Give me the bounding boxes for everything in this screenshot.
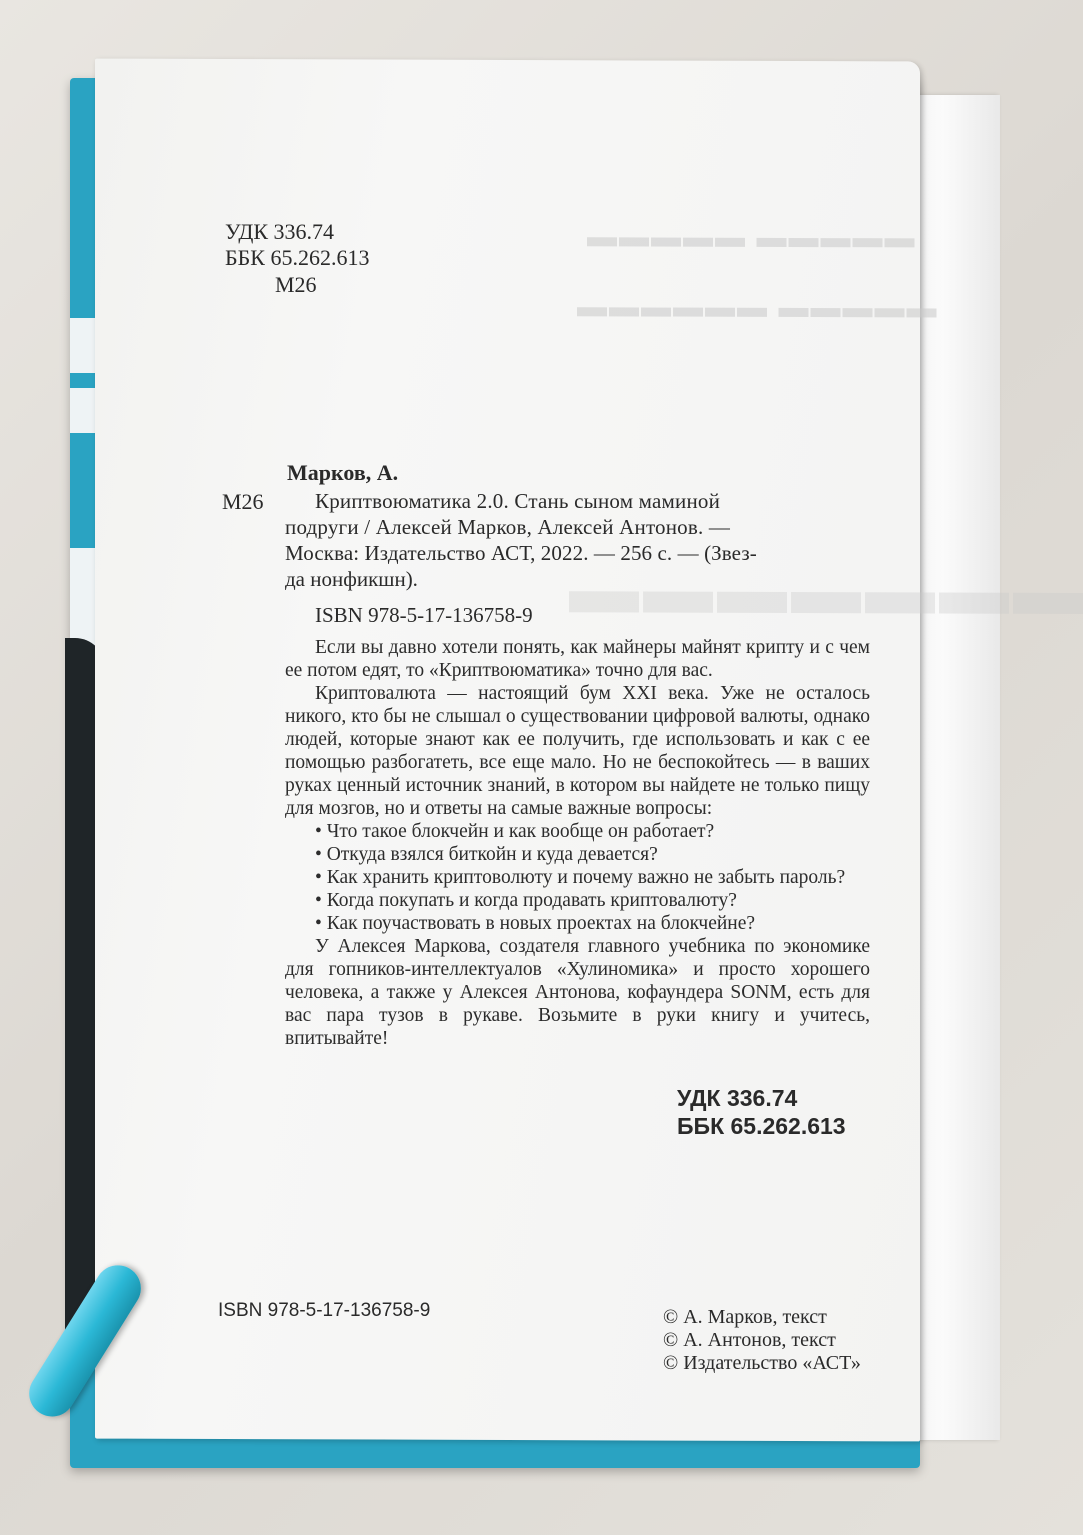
entry-biblio-line: подруги / Алексей Марков, Алексей Антонов. —	[285, 515, 731, 539]
copyright-line: © Издательство «АСТ»	[663, 1352, 861, 1374]
annotation-bullet: • Как поучаствовать в новых проектах на блокчейне?	[315, 913, 756, 934]
annotation-bullet: • Когда покупать и когда продавать криптовалюту?	[315, 890, 737, 911]
entry-biblio-line: Криптвоюматика 2.0. Стань сыном маминой	[315, 489, 721, 513]
udk-code: УДК 336.74	[225, 219, 335, 244]
annotation	[285, 636, 870, 1050]
entry-author: Марков, А.	[287, 460, 399, 485]
bottom-isbn: ISBN 978-5-17-136758-9	[218, 1300, 431, 1321]
annotation-bullet: • Что такое блокчейн и как вообще он работает?	[315, 821, 715, 842]
show-through-title: ▬▬▬▬▬▬▬	[565, 551, 1083, 631]
footer-udk: УДК 336.74	[677, 1085, 798, 1111]
entry-biblio-line: да нонфикшн).	[285, 567, 418, 591]
entry-isbn: ISBN 978-5-17-136758-9	[315, 603, 533, 627]
copyright-line: © А. Антонов, текст	[663, 1329, 836, 1351]
footer-bbk: ББК 65.262.613	[677, 1113, 846, 1139]
annotation-paragraph: У Алексея Маркова, создателя главного учебника по экономике для гопников-интеллектуалов «Хулиномика» и просто хорошего человека, а также у Алексея Антонова, кофаундера SONM, есть для вас пара тузов в рукаве. Возьмите в руки книгу и учитесь, впитывайте!	[285, 936, 870, 1049]
show-through-text: ▬▬▬▬▬ ▬▬▬▬▬▬	[575, 290, 937, 325]
bbk-code: ББК 65.262.613	[225, 245, 370, 270]
copyright-line: © А. Марков, текст	[663, 1306, 827, 1328]
show-through-text: ▬▬▬▬▬ ▬▬▬▬▬	[585, 220, 915, 255]
entry-sign: М26	[222, 489, 264, 514]
author-sign: М26	[275, 272, 317, 297]
annotation-bullet: • Как хранить криптоволюту и почему важно не забыть пароль?	[315, 867, 846, 888]
annotation-bullet: • Откуда взялся биткойн и куда девается?	[315, 844, 658, 865]
annotation-paragraph: Если вы давно хотели понять, как майнеры майнят крипту и с чем ее потом едят, то «Криптвоюматика» точно для вас.	[285, 637, 870, 681]
entry-biblio-line: Москва: Издательство АСТ, 2022. — 256 с. — (Звез-	[285, 541, 757, 565]
annotation-paragraph: Криптовалюта — настоящий бум XXI века. Уже не осталось никого, кто бы не слышал о существовании цифровой валюты, однако людей, которые знают как ее получить, где использовать и как с ее помощью разбогатеть, все еще мало. Но не беспокойтесь — в ваших руках ценный источник знаний, в котором вы найдете не только пищу для мозгов, но и ответы на самые важные вопросы:	[285, 683, 870, 819]
